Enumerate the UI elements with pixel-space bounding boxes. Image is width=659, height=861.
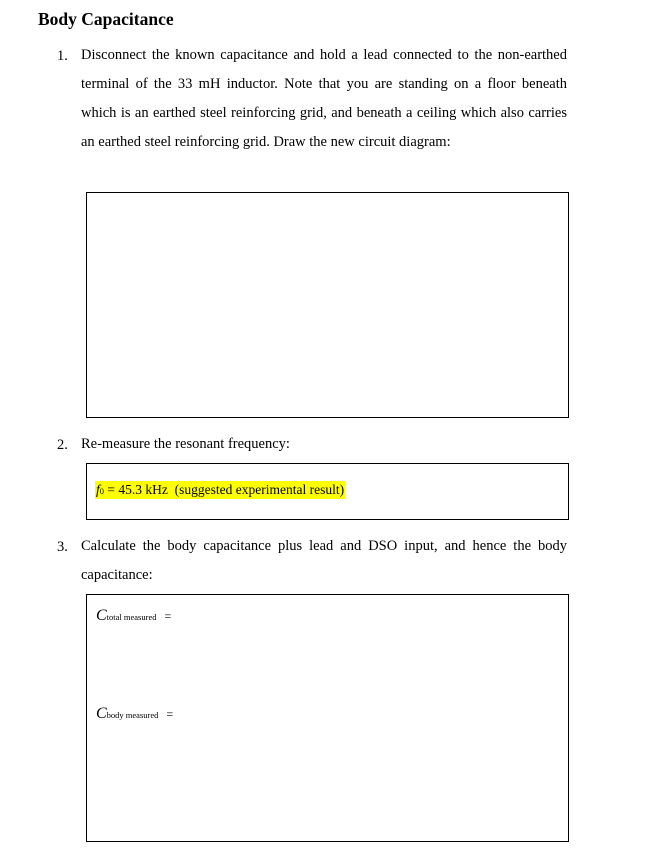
section-title: Body Capacitance — [38, 9, 174, 29]
item-1-text: Disconnect the known capacitance and hold a lead connected to the non-earthed terminal of the 33 mH inductor. Note that you are standing on a floor beneath which is an earthed steel reinforcing grid, and beneath a ceiling which also carries an earthed steel reinforcing grid. Draw the new circuit diagram: — [81, 47, 567, 150]
item-3-text: Calculate the body capacitance plus lead and DSO input, and hence the body capacitance: — [81, 538, 567, 583]
highlighted-answer — [95, 481, 345, 499]
total-cap-equals: = — [164, 609, 172, 623]
body-cap-equals: = — [166, 707, 174, 721]
body-cap-symbol: C — [96, 705, 107, 722]
total-cap-symbol: C — [96, 607, 107, 624]
circuit-diagram-box[interactable] — [86, 192, 569, 418]
body-capacitance-box[interactable] — [86, 594, 569, 842]
frequency-symbol: f — [96, 482, 100, 497]
body-cap-subscript: body measured — [106, 710, 159, 720]
total-cap-subscript: total measured — [106, 612, 157, 622]
frequency-answer-line — [95, 481, 345, 499]
total-capacitance-formula — [96, 607, 171, 625]
frequency-subscript: 0 — [99, 486, 105, 496]
equals-sign: = — [107, 482, 116, 497]
body-capacitance-formula — [96, 705, 173, 723]
frequency-note: (suggested experimental result) — [174, 482, 345, 497]
frequency-value: 45.3 kHz — [118, 482, 168, 497]
item-3-number: 3. — [57, 539, 68, 555]
item-2-text: Re-measure the resonant frequency: — [81, 436, 290, 452]
item-2-number: 2. — [57, 437, 68, 453]
resonant-frequency-box[interactable] — [86, 463, 569, 520]
item-1-number: 1. — [57, 48, 68, 64]
